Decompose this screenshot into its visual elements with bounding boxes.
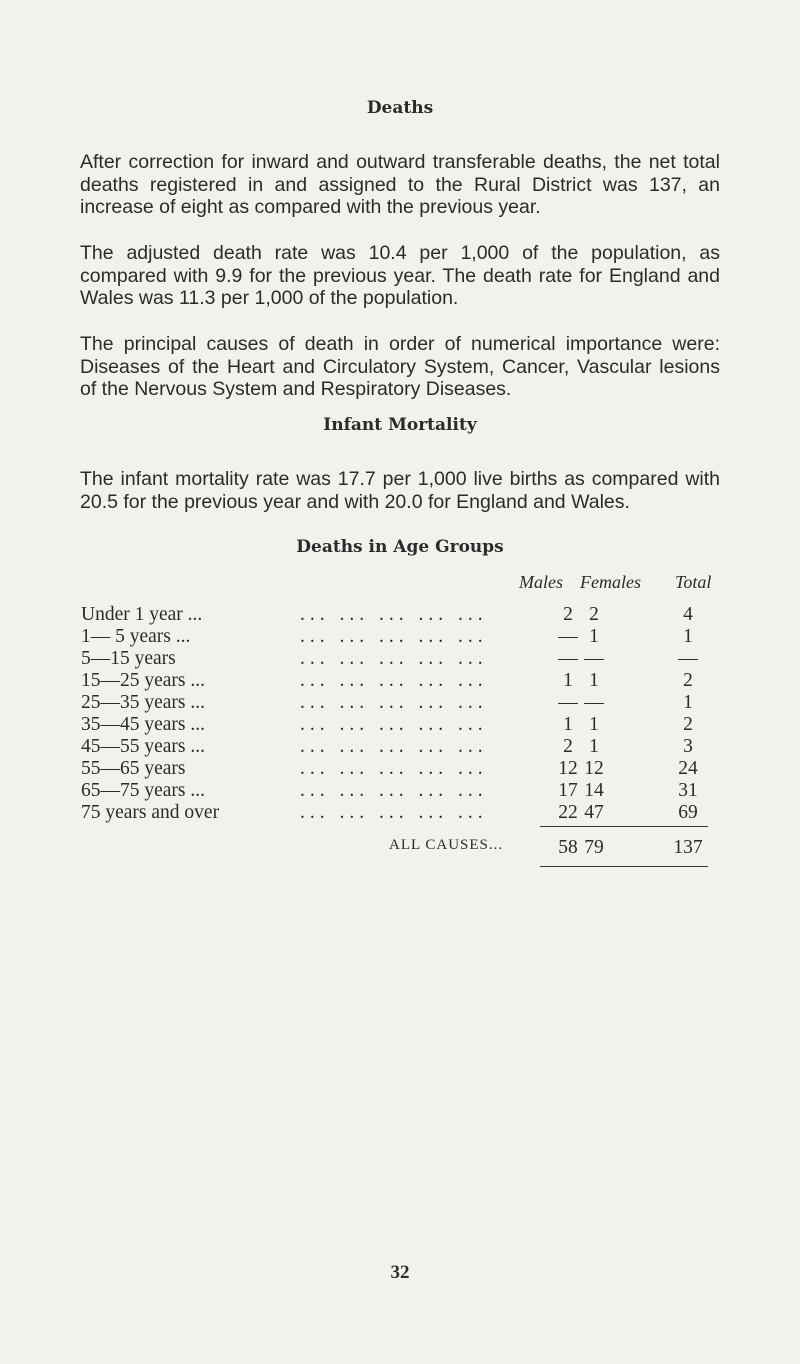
row-label: 25—35 years ... bbox=[81, 692, 206, 713]
cell-females: 1 bbox=[589, 670, 599, 691]
table-row bbox=[0, 802, 800, 824]
cell-total: 1 bbox=[683, 692, 693, 713]
total-label: ALL CAUSES... bbox=[389, 837, 504, 853]
dot-leader: ... ... ... ... ... bbox=[300, 604, 488, 625]
divider bbox=[540, 866, 708, 867]
cell-females: 47 bbox=[584, 802, 604, 823]
table-row bbox=[0, 648, 800, 670]
table-row bbox=[0, 626, 800, 648]
table-total-row bbox=[0, 837, 800, 859]
cell-females: — bbox=[584, 692, 604, 713]
dot-leader: ... ... ... ... ... bbox=[300, 670, 488, 691]
cell-total: 69 bbox=[678, 802, 698, 823]
dot-leader: ... ... ... ... ... bbox=[300, 780, 488, 801]
cell-males: 12 bbox=[558, 758, 578, 779]
cell-total: 1 bbox=[683, 626, 693, 647]
cell-males: 58 bbox=[558, 837, 578, 858]
row-label: Under 1 year ... bbox=[81, 604, 203, 625]
table-row bbox=[0, 714, 800, 736]
divider bbox=[540, 826, 708, 827]
paragraph-text: The adjusted death rate was 10.4 per 1,000 of the population, as compared with 9.9 for the previous year. The death rate for England and Wales was 11.3 per 1,000 of the population. bbox=[80, 242, 720, 309]
row-label: 1— 5 years ... bbox=[81, 626, 191, 647]
cell-females: — bbox=[584, 648, 604, 669]
deaths-paragraph-2 bbox=[80, 242, 720, 310]
cell-males: 1 bbox=[563, 714, 573, 735]
cell-total: 137 bbox=[673, 837, 703, 858]
cell-males: — bbox=[558, 692, 578, 713]
paragraph-text: After correction for inward and outward transferable deaths, the net total deaths registered in and assigned to the Rural District was 137, an increase of eight as compared with the previous year. bbox=[80, 151, 720, 218]
cell-males: 2 bbox=[563, 736, 573, 757]
row-label: 35—45 years ... bbox=[81, 714, 206, 735]
cell-total: — bbox=[678, 648, 698, 669]
column-header-females: Females bbox=[580, 572, 641, 592]
dot-leader: ... ... ... ... ... bbox=[300, 802, 488, 823]
infant-mortality-paragraph bbox=[80, 468, 720, 513]
row-label: 5—15 years bbox=[81, 648, 176, 669]
age-groups-heading: Deaths in Age Groups bbox=[296, 537, 504, 557]
table-row bbox=[0, 780, 800, 802]
row-label: 45—55 years ... bbox=[81, 736, 206, 757]
row-label: 75 years and over bbox=[81, 802, 220, 823]
table-row bbox=[0, 670, 800, 692]
cell-females: 12 bbox=[584, 758, 604, 779]
dot-leader: ... ... ... ... ... bbox=[300, 736, 488, 757]
cell-males: 1 bbox=[563, 670, 573, 691]
cell-total: 2 bbox=[683, 714, 693, 735]
column-header-total: Total bbox=[675, 572, 712, 592]
deaths-heading: Deaths bbox=[366, 98, 434, 118]
row-label: 55—65 years bbox=[81, 758, 186, 779]
dot-leader: ... ... ... ... ... bbox=[300, 714, 488, 735]
dot-leader: ... ... ... ... ... bbox=[300, 626, 488, 647]
table-row bbox=[0, 692, 800, 714]
cell-females: 1 bbox=[589, 626, 599, 647]
cell-females: 79 bbox=[584, 837, 604, 858]
paragraph-text: The infant mortality rate was 17.7 per 1,000 live births as compared with 20.5 for the previous year and with 20.0 for England and Wales. bbox=[80, 468, 720, 513]
cell-total: 4 bbox=[683, 604, 693, 625]
cell-total: 31 bbox=[678, 780, 698, 801]
row-label: 65—75 years ... bbox=[81, 780, 206, 801]
cell-males: — bbox=[558, 626, 578, 647]
paragraph-text: The principal causes of death in order of numerical importance were: Diseases of the Heart and Circulatory System, Cancer, Vascular lesions of the Nervous System and Respiratory Diseases. bbox=[80, 333, 720, 400]
cell-females: 1 bbox=[589, 714, 599, 735]
table-row bbox=[0, 736, 800, 758]
cell-total: 2 bbox=[683, 670, 693, 691]
dot-leader: ... ... ... ... ... bbox=[300, 758, 488, 779]
cell-females: 14 bbox=[584, 780, 604, 801]
cell-total: 24 bbox=[678, 758, 698, 779]
cell-males: 22 bbox=[558, 802, 578, 823]
dot-leader: ... ... ... ... ... bbox=[300, 692, 488, 713]
cell-males: 17 bbox=[558, 780, 578, 801]
table-row bbox=[0, 604, 800, 626]
infant-mortality-heading: Infant Mortality bbox=[323, 415, 477, 435]
column-header-males: Males bbox=[519, 572, 563, 592]
deaths-paragraph-1 bbox=[80, 151, 720, 219]
page-number: 32 bbox=[390, 1262, 410, 1283]
cell-females: 2 bbox=[589, 604, 599, 625]
cell-total: 3 bbox=[683, 736, 693, 757]
table-row bbox=[0, 758, 800, 780]
row-label: 15—25 years ... bbox=[81, 670, 206, 691]
deaths-paragraph-3 bbox=[80, 333, 720, 401]
cell-females: 1 bbox=[589, 736, 599, 757]
cell-males: 2 bbox=[563, 604, 573, 625]
cell-males: — bbox=[558, 648, 578, 669]
dot-leader: ... ... ... ... ... bbox=[300, 648, 488, 669]
